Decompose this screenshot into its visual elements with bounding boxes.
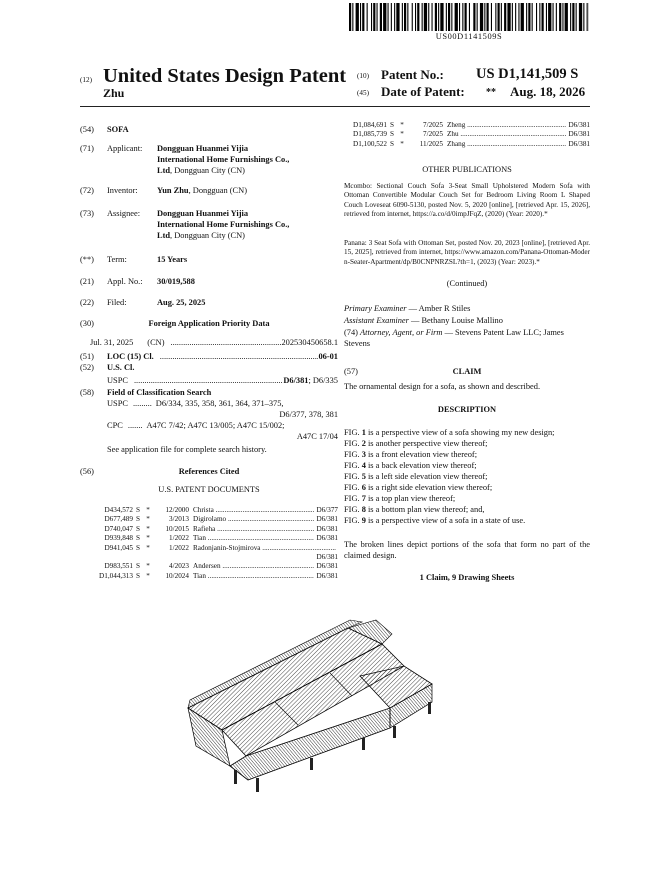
barcode-bar (542, 3, 544, 31)
barcode-bar (432, 3, 433, 31)
date-of-patent-label: Date of Patent: (381, 84, 465, 99)
barcode-bar (388, 3, 389, 31)
barcode-bar (349, 3, 351, 31)
appl-no-value: 30/019,588 (157, 277, 195, 286)
left-reference-row (90, 534, 338, 543)
barcode-bar (377, 3, 378, 31)
barcode-bar (404, 3, 406, 31)
reference-kind (133, 553, 143, 562)
reference-kind: S (390, 130, 394, 139)
barcode-bar (424, 3, 427, 31)
right-reference-row (344, 130, 590, 139)
reference-star: * (400, 139, 404, 148)
reference-date: 7/2025 (423, 130, 443, 139)
barcode-bar (546, 3, 547, 31)
search-uspc: USPC ......... D6/334, 335, 358, 361, 364, 371–375, D6/377, 378, 381 CPC ....... A47C 7/42; A47C 13/005; A47C 15/002; A47C 17/04 (107, 399, 338, 441)
code-72: (72) (80, 186, 94, 195)
barcode-bar (562, 3, 563, 31)
date-of-patent: Aug. 18, 2026 (510, 84, 586, 99)
barcode-bar (528, 3, 530, 31)
reference-cls: D6/377 (316, 506, 338, 514)
barcode-bar (583, 3, 584, 31)
primary-examiner: Primary Examiner — Amber R Stiles (344, 304, 471, 313)
code-52: (52) (80, 363, 94, 372)
code-73: (73) (80, 209, 94, 218)
barcode-bar (459, 3, 460, 31)
code-58: (58) (80, 388, 94, 397)
sofa-drawing (150, 580, 440, 830)
barcode-bar (572, 3, 574, 31)
barcode-bar (371, 3, 372, 31)
description-list (344, 427, 590, 526)
reference-star: * (146, 515, 150, 524)
reference-name: Zheng ..... (447, 121, 566, 130)
reference-star: * (146, 534, 150, 543)
reference-cls: D6/381 (316, 553, 338, 561)
title-field: SOFA (107, 125, 129, 134)
reference-name: Tian ..... (193, 534, 314, 543)
reference-date: 11/2025 (419, 139, 443, 148)
reference-date: 1/2022 (169, 534, 189, 543)
assignee-label: Assignee: (107, 209, 141, 218)
description-item: FIG. 5 is a left side elevation view thereof; (344, 472, 488, 481)
right-reference-row (344, 140, 590, 149)
patent-no-label: Patent No.: (381, 67, 444, 82)
barcode-bar (415, 3, 416, 31)
reference-star: * (146, 506, 150, 514)
barcode-bar (438, 3, 439, 31)
references-cited-title: References Cited (178, 467, 240, 476)
barcode-bar (396, 3, 399, 31)
reference-kind: S (136, 515, 140, 524)
barcode-bar (360, 3, 361, 31)
applicant-label: Applicant: (107, 144, 143, 153)
barcode-bar (462, 3, 463, 31)
claim-title: CLAIM (452, 367, 482, 376)
reference-num (90, 553, 133, 562)
reference-cls: D6/381 (316, 534, 338, 543)
barcode-bar (446, 3, 447, 31)
code-71: (71) (80, 144, 94, 153)
other-publications-title: OTHER PUBLICATIONS (422, 165, 512, 174)
barcode-bar (532, 3, 533, 31)
barcode-bar (518, 3, 519, 31)
barcode-bar (373, 3, 375, 31)
reference-kind: S (136, 543, 140, 552)
reference-star: * (400, 130, 404, 139)
reference-num: D1,084,691 (353, 121, 387, 129)
barcode-bar (362, 3, 364, 31)
description-item: FIG. 2 is another perspective view thereof; (344, 439, 488, 448)
reference-name: Christa ..... (193, 506, 314, 515)
reference-name: Zhang ..... (447, 140, 566, 149)
reference-name: Digirolamo ..... (193, 515, 314, 524)
uspc-classification: USPC ..... D6/381 ; D6/335 (107, 375, 338, 386)
claim-text: The ornamental design for a sofa, as shown and described. (344, 382, 541, 391)
barcode-bar (417, 3, 419, 31)
inventor-value: Yun Zhu, Dongguan (CN) (157, 186, 247, 195)
barcode (349, 3, 589, 31)
barcode-bar (498, 3, 500, 31)
reference-name: Rafieha ..... (193, 525, 314, 534)
barcode-bar (495, 3, 496, 31)
reference-name: Zhu ..... (447, 130, 566, 139)
reference-num: D1,085,739 (353, 130, 387, 139)
barcode-bar (507, 3, 510, 31)
reference-cls: D6/381 (316, 562, 338, 571)
barcode-bar (512, 3, 513, 31)
barcode-bar (548, 3, 551, 31)
reference-date (153, 553, 193, 562)
assignee-value: Dongguan Huanmei Yijia International Home Furnishings Co., Ltd, Dongguan City (CN) (157, 209, 290, 240)
barcode-bar (440, 3, 443, 31)
broken-lines-note: The broken lines depict portions of the sofa that form no part of the claimed design. (344, 540, 590, 560)
barcode-bar (556, 3, 557, 31)
barcode-bar (448, 3, 450, 31)
left-reference-row (90, 553, 338, 562)
reference-kind: S (136, 571, 140, 580)
reference-cls: D6/381 (568, 130, 590, 139)
reference-num: D740,047 (104, 524, 133, 533)
search-history-note: See application file for complete search history. (107, 445, 267, 454)
code-term: (**) (80, 255, 94, 264)
filed-label: Filed: (107, 298, 127, 307)
description-item: FIG. 8 is a bottom plan view thereof; and, (344, 505, 485, 514)
description-item: FIG. 7 is a top plan view thereof; (344, 494, 456, 503)
barcode-bar (465, 3, 467, 31)
barcode-bar (352, 3, 353, 31)
reference-num: D941,045 (104, 543, 133, 552)
reference-star: * (146, 543, 150, 552)
reference-cls: D6/381 (316, 524, 338, 533)
patent-number: US D1,141,509 S (476, 66, 579, 82)
code-12: (12) (80, 76, 92, 84)
code-54: (54) (80, 125, 94, 134)
reference-kind: S (136, 562, 140, 571)
reference-num: D939,848 (104, 534, 133, 543)
reference-date: 7/2025 (423, 121, 443, 129)
barcode-bar (412, 3, 413, 31)
continued-note: (Continued) (446, 279, 488, 288)
code-22: (22) (80, 298, 94, 307)
term-value: 15 Years (157, 255, 188, 264)
left-reference-row (90, 544, 338, 553)
barcode-bar (521, 3, 524, 31)
reference-name: Andersen ..... (193, 562, 314, 571)
reference-star: * (146, 562, 150, 571)
reference-num: D677,489 (104, 515, 133, 524)
priority-entry: Jul. 31, 2025 (CN) ..... 202530450658.1 (90, 337, 338, 348)
reference-star: * (146, 571, 150, 580)
reference-date: 12/2000 (165, 506, 189, 514)
header-divider (80, 106, 590, 107)
code-56: (56) (80, 467, 94, 476)
code-57: (57) (344, 367, 358, 376)
left-reference-row (90, 515, 338, 524)
barcode-bar (487, 3, 489, 31)
us-cl-label: U.S. Cl. (107, 363, 135, 372)
description-item: FIG. 4 is a back elevation view thereof; (344, 461, 477, 470)
inventor-short-name: Zhu (103, 86, 125, 100)
code-10: (10) (357, 72, 369, 80)
barcode-bar (565, 3, 568, 31)
appl-no-label: Appl. No.: (107, 277, 143, 286)
reference-cls: D6/381 (568, 121, 590, 129)
reference-date: 4/2023 (169, 562, 189, 571)
reference-date: 10/2024 (165, 571, 189, 580)
barcode-bar (407, 3, 408, 31)
reference-kind: S (136, 524, 140, 533)
claims-sheets-count: 1 Claim, 9 Drawing Sheets (419, 573, 515, 582)
assistant-examiner: Assistant Examiner — Bethany Louise Mallino (344, 316, 503, 325)
term-label: Term: (107, 255, 127, 264)
barcode-bar (469, 3, 470, 31)
barcode-bar (504, 3, 506, 31)
barcode-bar (579, 3, 582, 31)
description-item: FIG. 6 is a right side elevation view thereof; (344, 483, 493, 492)
barcode-bar (515, 3, 516, 31)
loc-classification: LOC (15) Cl. ..... 06-01 (107, 351, 338, 362)
barcode-bar (473, 3, 475, 31)
barcode-bar (536, 3, 537, 31)
barcode-number: US00D1141509S (435, 32, 503, 41)
code-51: (51) (80, 352, 94, 361)
barcode-bar (455, 3, 458, 31)
description-item: FIG. 9 is a perspective view of a sofa in a state of use. (344, 516, 526, 525)
reference-date: 10/2015 (165, 524, 189, 533)
barcode-bar (553, 3, 554, 31)
us-patent-documents-title: U.S. PATENT DOCUMENTS (158, 485, 260, 494)
right-reference-row (344, 121, 590, 130)
field-search-label: Field of Classification Search (107, 388, 212, 397)
reference-cls: D6/381 (316, 515, 338, 524)
barcode-bar (570, 3, 571, 31)
barcode-bar (380, 3, 382, 31)
barcode-bar (422, 3, 423, 31)
barcode-bar (435, 3, 437, 31)
barcode-bar (587, 3, 588, 31)
barcode-bar (480, 3, 483, 31)
barcode-bar (477, 3, 478, 31)
code-45: (45) (357, 89, 369, 97)
barcode-bar (367, 3, 368, 31)
reference-kind: S (136, 534, 140, 543)
description-title: DESCRIPTION (437, 405, 497, 414)
reference-num: D983,551 (104, 562, 133, 571)
barcode-bar (391, 3, 392, 31)
reference-cls (336, 544, 338, 553)
reference-name: Tian ..... (193, 572, 314, 581)
inventor-label: Inventor: (107, 186, 138, 195)
reference-name (193, 553, 314, 562)
barcode-bar (501, 3, 502, 31)
foreign-priority-title: Foreign Application Priority Data (148, 319, 270, 328)
left-reference-row (90, 506, 338, 515)
barcode-bar (539, 3, 540, 31)
publication-1: Mcombo: Sectional Couch Sofa 3-Seat Small Upholstered Modern Sofa with Ottoman Convertible Modular Couch Set for Bedroom Living Room L Shaped Couch Loveseat 6090-5130, posted Nov. 5, 2020 [online], [retrieved Apr. 15, 2026], retrieved from internet, https://a.co/d/0impJFqZ, (2020) (Year: 2020).* (344, 182, 590, 219)
barcode-bar (526, 3, 527, 31)
reference-kind: S (390, 139, 394, 148)
reference-kind: S (136, 506, 140, 514)
reference-num: D434,572 (104, 506, 133, 514)
reference-date: 1/2022 (169, 543, 189, 552)
barcode-bar (394, 3, 395, 31)
publication-2: Panana: 3 Seat Sofa with Ottoman Set, posted Nov. 20, 2023 [online], [retrieved Apr. 15, 2025], retrieved from internet, https://www.amazon.com/Panana-Ottoman-Modern-Seater-Apartment/dp/B0CNPNRZSL?th=1, (2023) (Year: 2023).* (344, 239, 590, 266)
reference-num: D1,044,313 (99, 571, 133, 580)
document-title: United States Design Patent (103, 65, 347, 87)
reference-star: * (146, 524, 150, 533)
barcode-bar (484, 3, 485, 31)
reference-star: * (400, 121, 404, 129)
description-item: FIG. 3 is a front elevation view thereof; (344, 450, 478, 459)
barcode-bar (491, 3, 492, 31)
barcode-bar (356, 3, 359, 31)
filed-value: Aug. 25, 2025 (157, 298, 206, 307)
attorney-agent-firm: (74) Attorney, Agent, or Firm — Stevens Patent Law LLC; James Stevens (344, 328, 564, 348)
barcode-bar (428, 3, 429, 31)
left-reference-row (90, 562, 338, 571)
barcode-bar (402, 3, 403, 31)
reference-kind: S (390, 121, 394, 129)
reference-cls: D6/381 (568, 139, 590, 148)
date-stars: ** (486, 87, 496, 98)
applicant-value: Dongguan Huanmei Yijia International Home Furnishings Co., Ltd, Dongguan City (CN) (157, 144, 290, 175)
barcode-bar (383, 3, 386, 31)
barcode-bar (559, 3, 561, 31)
code-21: (21) (80, 277, 94, 286)
description-item: FIG. 1 is a perspective view of a sofa showing my new design; (344, 428, 555, 437)
reference-num: D1,100,522 (353, 139, 387, 148)
reference-star (143, 553, 153, 562)
left-reference-row (90, 525, 338, 534)
reference-cls: D6/381 (316, 571, 338, 580)
barcode-bar (451, 3, 452, 31)
reference-date: 3/2013 (169, 515, 189, 524)
barcode-bar (576, 3, 577, 31)
reference-name: Radonjanin-Stojmirova ..... (193, 544, 336, 553)
code-30: (30) (80, 319, 94, 328)
